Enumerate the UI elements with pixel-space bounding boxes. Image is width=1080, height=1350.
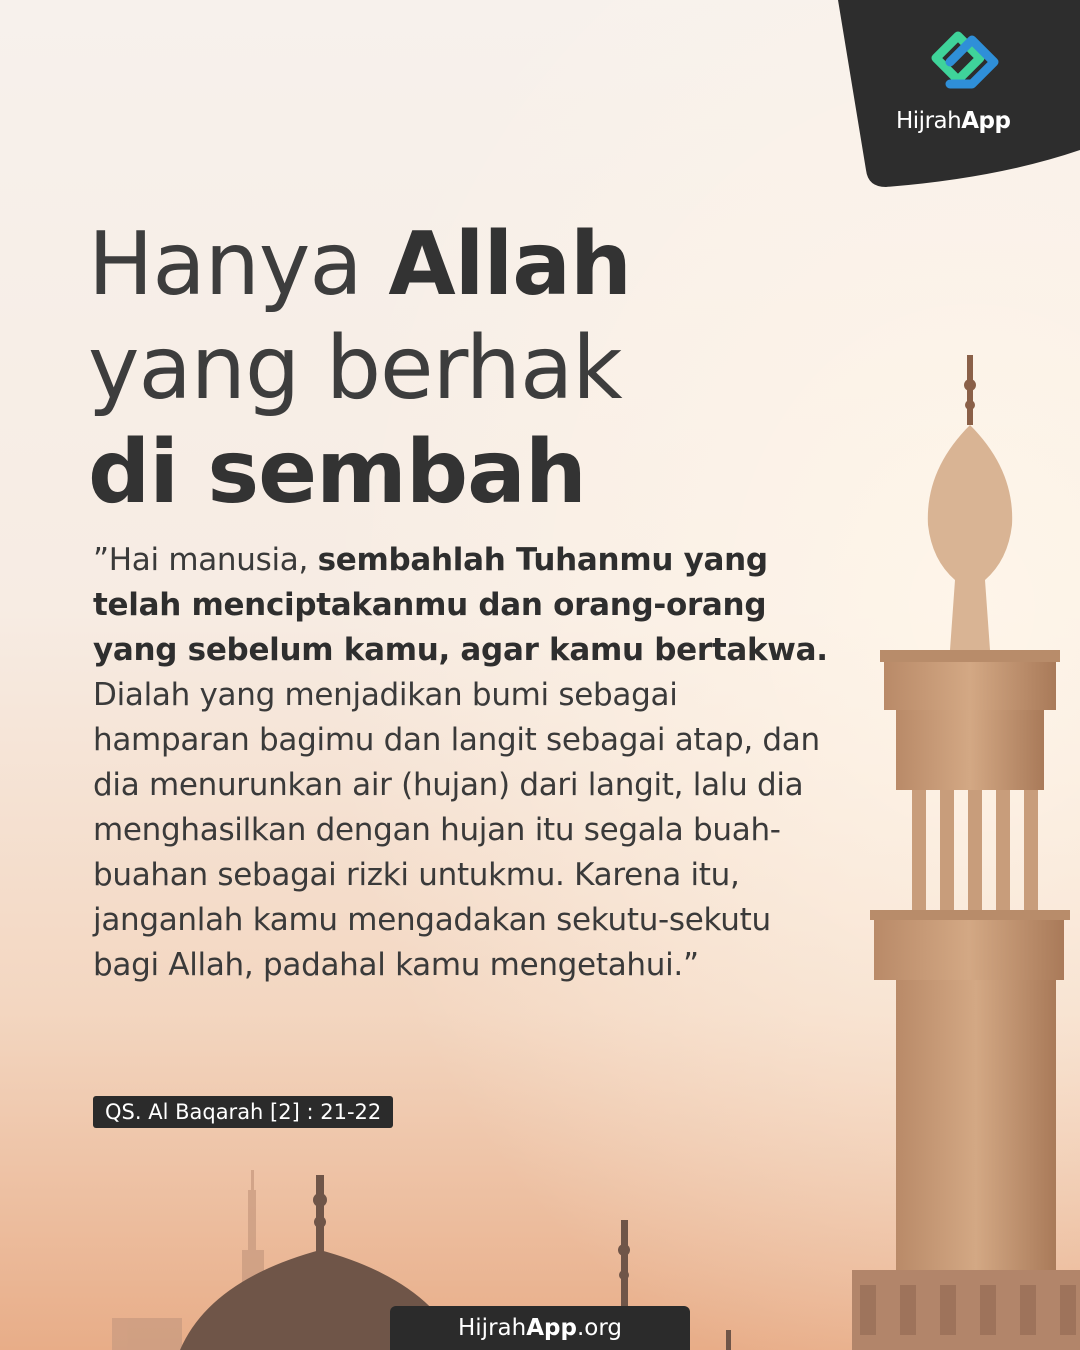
quote-bold: sembahlah Tuhanmu yang telah menciptakanmu dan orang-orang yang sebelum kamu, agar kamu bertakwa. bbox=[93, 542, 828, 668]
headline bbox=[88, 212, 631, 524]
brand-logo-text bbox=[896, 108, 1036, 134]
headline-bold-word: Allah bbox=[388, 213, 631, 315]
headline-light-word: Hanya bbox=[88, 213, 362, 315]
quote-lead: ”Hai manusia, bbox=[93, 542, 318, 578]
quote-rest: Dialah yang menjadikan bumi sebagai hamparan bagimu dan langit sebagai atap, dan dia menurunkan air (hujan) dari langit, lalu dia menghasilkan dengan hujan itu segala buah-buahan sebagai rizki untukmu. Karena itu, janganlah kamu mengadakan sekutu-sekutu bagi Allah, padahal kamu mengetahui.” bbox=[93, 677, 820, 983]
brand-name-light: Hijrah bbox=[896, 108, 962, 134]
footer-bold: App bbox=[526, 1315, 577, 1341]
brand-name-bold: App bbox=[961, 108, 1011, 134]
footer-suffix: .org bbox=[576, 1315, 622, 1341]
website-footer-link[interactable] bbox=[390, 1306, 690, 1350]
logo-tab bbox=[838, 0, 1080, 187]
verse-reference-badge: QS. Al Baqarah [2] : 21-22 bbox=[93, 1096, 393, 1128]
footer-light: Hijrah bbox=[458, 1315, 527, 1341]
headline-line-3: di sembah bbox=[88, 421, 586, 523]
headline-line-2: yang berhak bbox=[88, 317, 622, 419]
verse-quote bbox=[93, 538, 833, 988]
headline-line-1 bbox=[88, 212, 631, 316]
